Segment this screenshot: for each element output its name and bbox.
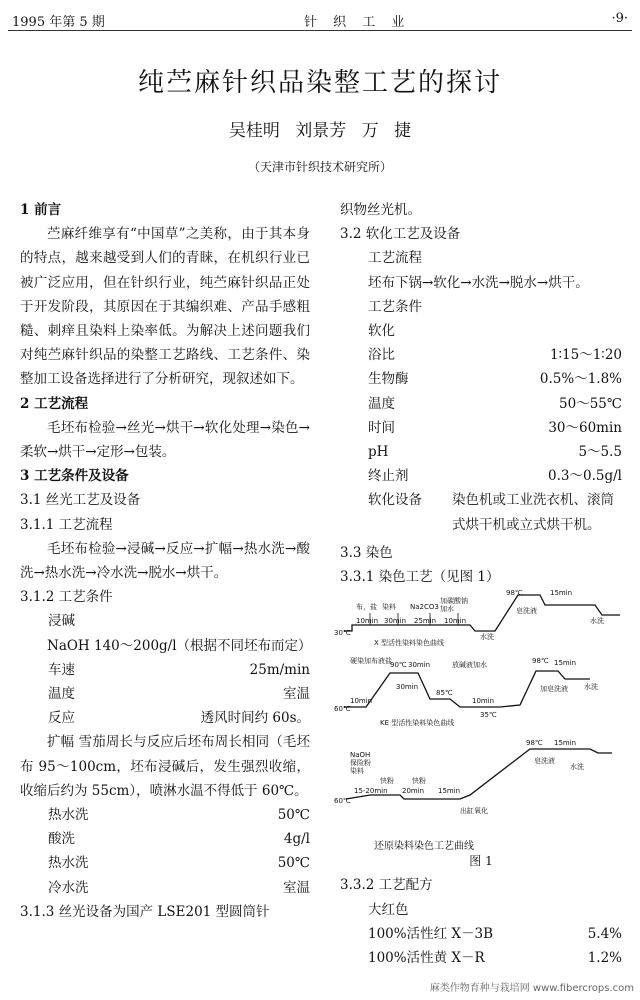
soft-label: 软化 [368,323,395,340]
param-reaction: 反应 透风时间约 60s。 [48,710,310,727]
recipe-row: 100%活性红 X－3B 5.4% [368,925,622,942]
c2-label: 30min [408,661,431,670]
c1-label: 10min [356,617,379,626]
curve-x-type [344,595,620,631]
param-stop-agent: 终止剂 0.3～0.5g/l [368,468,622,485]
figure-number: 图 1 [469,854,493,869]
c2-caption: KE 型活性染料染色曲线 [380,719,455,728]
c1-label: 98℃ [506,589,523,598]
section-2-heading: 2 工艺流程 [20,395,89,412]
c1-label: 加碳酸钠 [440,597,468,606]
c1-label: 布，盐 [356,603,377,612]
section-3-1-heading: 3.1 丝光工艺及设备 [20,492,141,509]
param-soft-temp: 温度 50～55℃ [368,395,622,412]
c3-label: 保险粉 [350,759,371,768]
article-title: 纯苎麻针织品染整工艺的探讨 [137,68,502,98]
naoh-text: NaOH 140～200g/l（根据不同坯布而定） [47,637,312,654]
c1-caption: X 型活性染料染色曲线 [374,639,445,648]
c1-label: 水洗 [590,617,604,626]
c2-label: 加皂洗液 [540,685,568,694]
c3-label: NaOH [350,751,371,760]
section-3-3-heading: 3.3 染色 [340,544,393,561]
section-3-1-1-heading: 3.1.1 工艺流程 [20,516,113,533]
c1-label: Na2CO3 [410,603,439,612]
section-3-1-3-heading: 3.1.3 丝光设备为国产 LSE201 型圆筒针 [20,903,270,920]
c1-label: 30min [384,617,407,626]
c3-label: 15-20min [354,787,388,796]
conditions-heading: 工艺条件 [368,298,422,315]
recipe-row: 100%活性黄 X－R 1.2% [368,950,622,967]
watermark: 麻类作物育种与栽培网 www.fibercrops.com [429,983,634,994]
dip-label: 浸碱 [48,613,75,630]
intro-paragraph: 苎麻纤维享有“中国草”之美称，由于其本身的特点，越来越受到人们的青睐，在机织行业已被广泛应用，但在针织行业，纯苎麻针织品正处于开发阶段，其原因在于其编织难、产品手感粗糙、刺痒且染料上染率低。为解决上述问题我们对纯苎麻针织品的染整工艺路线、工艺条件、染整加工设备选择进行了分析研究，现叙述如下。 [20,226,310,388]
c1-label: 水洗 [480,633,494,642]
figure-caption-vat: 还原染料染色工艺曲线 [374,841,474,853]
c3-label: 15min [554,739,577,748]
issue-label: 1995 年第 5 期 [12,15,105,30]
continued-text: 织物丝光机。 [340,202,421,218]
c2-label: 10min [350,697,373,706]
param-equipment: 软化设备 染色机或工业洗衣机、滚筒式烘干机或立式烘干机。 [368,492,614,533]
param-ph: pH 5～5.5 [368,444,622,461]
left-column [20,198,310,924]
c2-label: 硬染加布液盐 [350,657,392,666]
dyeing-curves-svg [334,589,630,849]
c3-label: 20min [402,787,425,796]
c1-label: 10min [444,617,467,626]
process-flow-paragraph: 毛坯布检验→丝光→烘干→软化处理→染色→柔软→烘干→定形→包装。 [20,419,310,461]
c2-label: 98℃ [532,657,549,666]
c3-label: 60℃ [334,797,351,806]
c2-label: 85℃ [436,689,453,698]
authors: 吴桂明 刘景芳 万 捷 [228,121,412,141]
c3-label: 15min [438,787,461,796]
c3-label: 快粉 [380,777,394,786]
color-name: 大红色 [368,901,409,918]
affiliation: （天津市针织技术研究所） [247,160,392,174]
c2-label: 15min [554,659,577,668]
param-hot-wash-2: 热水洗 50℃ [48,855,310,872]
section-3-1-2-heading: 3.1.2 工艺条件 [20,589,113,606]
flow-heading: 工艺流程 [368,250,422,267]
c1-label: 15min [550,589,573,598]
c2-label: 30min [396,683,419,692]
param-enzyme: 生物酶 0.5%～1.8% [368,371,622,388]
param-cold-wash: 冷水洗 室温 [48,879,310,896]
c3-label: 98℃ [526,739,543,748]
section-1-heading: 1 前言 [20,202,62,218]
param-speed: 车速 25m/min [48,661,310,678]
section-3-2-heading: 3.2 软化工艺及设备 [340,226,461,243]
c3-label: 水洗 [570,763,584,772]
param-time: 时间 30～60min [368,419,622,436]
param-temp: 温度 室温 [48,686,310,703]
c2-label: 水洗 [584,683,598,692]
c1-label: 加水 [440,605,454,614]
c1-label: 30℃ [334,629,351,638]
journal-name: 针 织 工 业 [304,15,411,30]
c3-label: 快粉 [412,777,426,786]
right-column [334,198,622,970]
c2-label: 放碱液加水 [452,661,487,670]
c3-label: 皂洗液 [534,757,555,766]
c2-label: 60℃ [334,705,351,714]
section-3-3-1-heading: 3.3.1 染色工艺（见图 1） [340,569,500,586]
dyeing-curves-figure [334,589,622,853]
param-hot-wash-1: 热水洗 50℃ [48,807,310,824]
c2-label: 35℃ [480,711,497,720]
c1-label: 25min [414,617,437,626]
c1-label: 皂洗液 [516,607,537,616]
soft-flow-text: 坯布下锅→软化→水洗→脱水→烘干。 [368,274,589,291]
param-acid-wash: 酸洗 4g/l [48,831,310,848]
mercerize-flow-paragraph: 毛坯布检验→浸碱→反应→扩幅→热水洗→酸洗→热水洗→冷水洗→脱水→烘干。 [20,540,310,582]
section-3-3-2-heading: 3.3.2 工艺配方 [340,877,433,894]
c2-label: 10min [472,697,495,706]
section-3-heading: 3 工艺条件及设备 [20,468,129,485]
param-bath-ratio: 浴比 1∶15～1∶20 [368,347,622,364]
running-header [8,10,632,31]
c3-label: 出缸氧化 [460,807,488,816]
expand-paragraph: 扩幅 雪茄周长与反应后坯布周长相同（毛坯布 95～100cm，坯布浸碱后，发生强烈收缩，收缩后约为 55cm），喷淋水温不得低于 60℃。 [20,734,310,799]
c2-label: 90℃ [390,661,407,670]
c1-label: 染料 [382,603,396,612]
page-number: ·9· [611,11,628,26]
c3-label: 染料 [350,767,364,776]
